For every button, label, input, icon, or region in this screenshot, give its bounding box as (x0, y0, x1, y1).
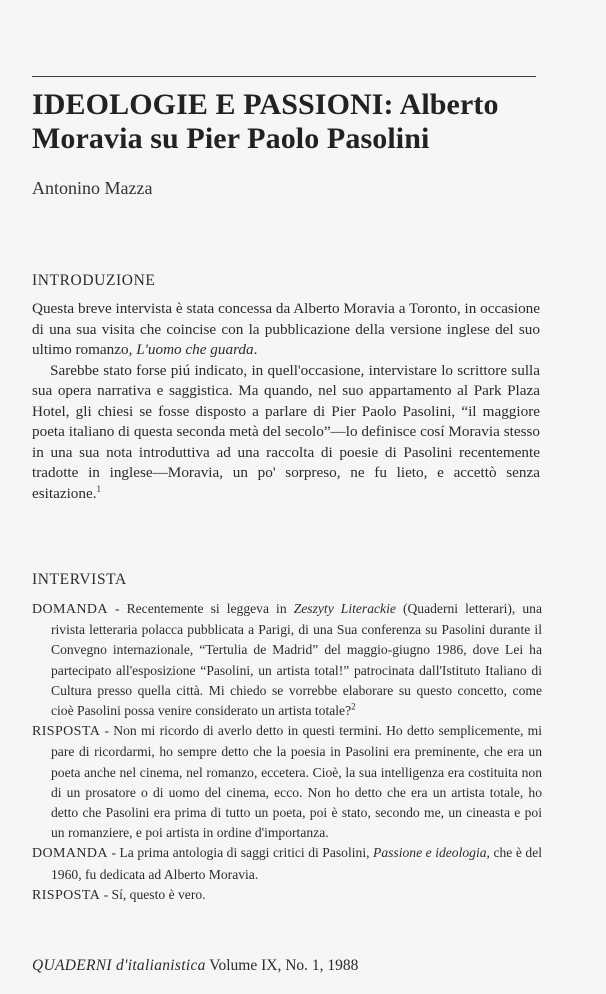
question-text-cont: (Quaderni letterari), una rivista letteraria polacca pubblicata a Parigi, di una Sua conferenza su Pasolini durante il Convegno internazionale, “Tertulia de Madrid” del maggio-giugno 1986, dove Lei ha partecipato all'esposizione “Pasolini, un artista total!” patrocinata dall'Istituto Italiano di Cultura presso quella città. Mi chiedo se vorrebbe elaborare su questo concetto, come cioè Pasolini possa venire considerato un artista totale? (51, 601, 542, 719)
interview-heading: INTERVISTA (32, 571, 127, 588)
answer-1 (32, 721, 542, 843)
question-text-cont: , che è del 1960, fu dedicata ad Alberto Moravia. (51, 845, 543, 882)
speaker-label: RISPOSTA (32, 887, 101, 903)
introduction-heading: INTRODUZIONE (32, 272, 156, 289)
question-text: - La prima antologia di saggi critici di Pasolini, (107, 845, 374, 861)
question-1 (32, 599, 542, 721)
interview-body (32, 599, 542, 906)
author-name: Antonino Mazza (32, 178, 153, 198)
paragraph-text: Questa breve intervista è stata concessa da Alberto Moravia a Toronto, in occasione di una sua visita che coincise con la pubblicazione della versione inglese del suo ultimo romanzo, (32, 300, 540, 358)
novel-title: L'uomo che guarda (136, 341, 254, 358)
speaker-label: DOMANDA (32, 602, 108, 617)
question-text: - Recentemente si leggeva in (107, 601, 294, 616)
answer-2 (32, 885, 542, 906)
page-footer (32, 956, 358, 976)
question-2 (32, 843, 542, 884)
introduction-paragraph-2 (32, 361, 540, 505)
volume-info: Volume IX, No. 1, 1988 (209, 957, 359, 974)
speaker-label: RISPOSTA (32, 724, 101, 740)
introduction-paragraph-1 (32, 299, 540, 361)
footnote-marker[interactable]: 1 (96, 483, 102, 494)
answer-text: - Sí, questo è vero. (100, 886, 206, 902)
introduction-body (32, 299, 540, 504)
article-title: IDEOLOGIE E PASSIONI: Alberto Moravia su Pier Paolo Pasolini (32, 88, 499, 155)
paragraph-end: . (253, 341, 258, 358)
answer-text: - Non mi ricordo di averlo detto in questi termini. Ho detto semplicemente, mi pare di ricordarmi, ho sempre detto che la poesia in Pasolini era preminente, che era un poeta anche nel cinema, nel romanzo, eccetera. Cioè, la sua intelligenza era costituita non di un prosatore o di uomo del cinema, ecco. Non ho detto che era un artista totale, ho detto che Pasolini era prima di tutto un poeta, poi è stato, secondo me, un cineasta e poi un romanziere, e poi artista in ordine d'importanza. (51, 723, 542, 841)
top-rule (32, 76, 536, 77)
journal-title: Zeszyty Literackie (293, 601, 396, 616)
book-title: Passione e ideologia (373, 845, 487, 861)
journal-name: QUADERNI d'italianistica (32, 957, 206, 974)
speaker-label: DOMANDA (32, 846, 108, 862)
footnote-marker[interactable]: 2 (351, 701, 356, 712)
paragraph-text: Sarebbe stato forse piú indicato, in quell'occasione, intervistare lo scrittore sulla sua opera narrativa e saggistica. Ma quando, nel suo appartamento al Park Plaza Hotel, gli chiesi se fosse disposto a parlare di Pier Paolo Pasolini, “il maggiore poeta italiano di questa seconda metà del secolo”—lo definisce cosí Moravia stesso in una sua nota introduttiva ad una raccolta di poesie di Pasolini recentemente tradotte in inglese—Moravia, un po' sorpreso, ne fu lieto, e accettò senza esitazione. (32, 361, 540, 502)
